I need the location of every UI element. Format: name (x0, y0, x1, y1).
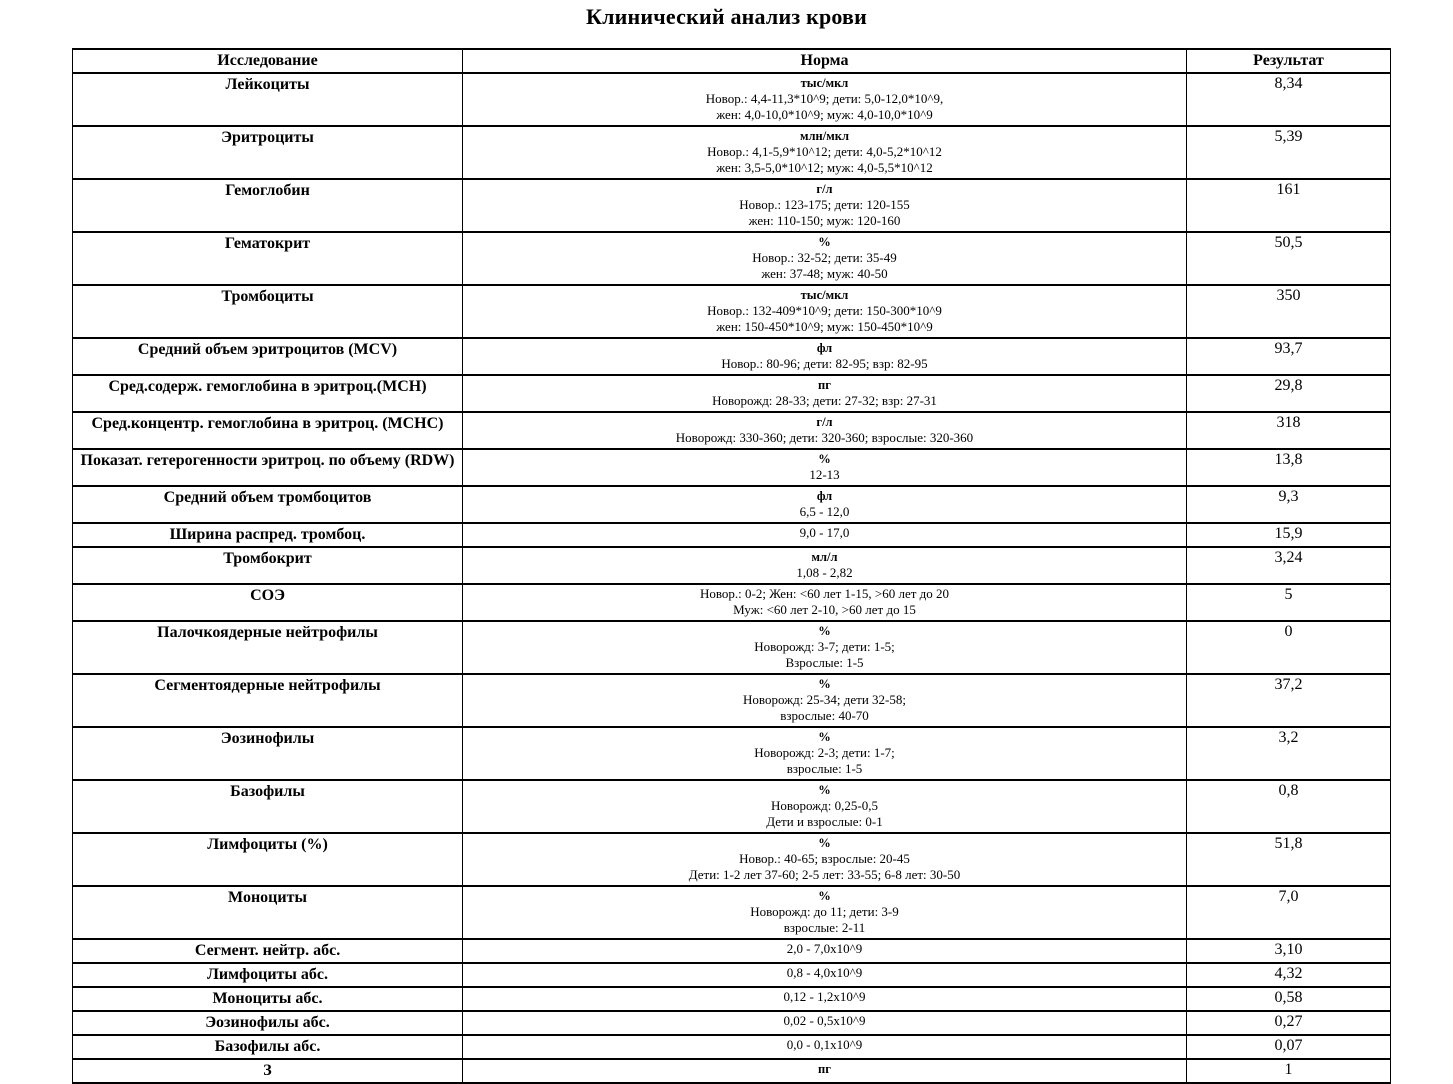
test-name-cell: Гемоглобин (73, 179, 463, 232)
norm-cell (463, 179, 1187, 232)
norm-cell (463, 886, 1187, 939)
table-row (73, 1011, 1391, 1035)
test-name-cell: Показат. гетерогенности эритроц. по объему (RDW) (73, 449, 463, 486)
norm-line: Новор.: 123-175; дети: 120-155 (739, 197, 910, 212)
test-name-cell: Гематокрит (73, 232, 463, 285)
table-row (73, 1035, 1391, 1059)
table-row-partial (73, 1059, 1391, 1083)
norm-cell (463, 486, 1187, 523)
norm-unit: фл (816, 489, 833, 503)
result-cell: 5,39 (1187, 126, 1391, 179)
column-header-test: Исследование (73, 49, 463, 73)
norm-unit: фл (816, 341, 833, 355)
norm-cell (463, 621, 1187, 674)
norm-line: Новорожд: 330-360; дети: 320-360; взрослые: 320-360 (675, 430, 974, 445)
column-header-norm: Норма (463, 49, 1187, 73)
table-row (73, 621, 1391, 674)
result-cell: 8,34 (1187, 73, 1391, 126)
test-name-cell: З (73, 1059, 463, 1083)
norm-line: Дети: 1-2 лет 37-60; 2-5 лет: 33-55; 6-8 лет: 30-50 (688, 867, 961, 882)
table-row (73, 833, 1391, 886)
norm-unit: % (818, 452, 831, 466)
table-row (73, 963, 1391, 987)
result-cell: 13,8 (1187, 449, 1391, 486)
table-row (73, 523, 1391, 547)
result-cell: 9,3 (1187, 486, 1391, 523)
norm-line: 1,08 - 2,82 (796, 565, 853, 580)
norm-cell (463, 375, 1187, 412)
norm-unit: % (818, 624, 831, 638)
test-name-cell: Сред.концентр. гемоглобина в эритроц. (MCHC) (73, 412, 463, 449)
norm-cell (463, 412, 1187, 449)
test-name-cell: Моноциты (73, 886, 463, 939)
norm-cell (463, 523, 1187, 547)
result-cell: 7,0 (1187, 886, 1391, 939)
norm-unit: % (818, 889, 831, 903)
norm-cell (463, 232, 1187, 285)
result-cell: 0,8 (1187, 780, 1391, 833)
table-body (73, 73, 1391, 1083)
test-name-cell: Тромбоциты (73, 285, 463, 338)
norm-cell (463, 126, 1187, 179)
table-row (73, 179, 1391, 232)
table-row (73, 939, 1391, 963)
table-row (73, 674, 1391, 727)
test-name-cell: Лимфоциты (%) (73, 833, 463, 886)
norm-cell (463, 963, 1187, 987)
norm-unit: % (818, 677, 831, 691)
norm-line: Новорожд: 28-33; дети: 27-32; взр: 27-31 (712, 393, 937, 408)
test-name-cell: Сегментоядерные нейтрофилы (73, 674, 463, 727)
norm-unit: % (818, 836, 831, 850)
norm-line: взрослые: 40-70 (780, 708, 869, 723)
result-cell: 3,24 (1187, 547, 1391, 584)
page-title: Клинический анализ крови (585, 4, 867, 29)
norm-line: 2,0 - 7,0x10^9 (786, 941, 863, 956)
test-name-cell: Палочкоядерные нейтрофилы (73, 621, 463, 674)
norm-cell (463, 73, 1187, 126)
table-row (73, 449, 1391, 486)
norm-unit: тыс/мкл (800, 76, 849, 90)
test-name-cell: Моноциты абс. (73, 987, 463, 1011)
test-name-cell: Эритроциты (73, 126, 463, 179)
norm-line: 0,0 - 0,1x10^9 (786, 1037, 863, 1052)
test-name-cell: Сегмент. нейтр. абс. (73, 939, 463, 963)
result-cell: 0,07 (1187, 1035, 1391, 1059)
result-cell: 4,32 (1187, 963, 1391, 987)
norm-cell (463, 449, 1187, 486)
result-cell: 3,2 (1187, 727, 1391, 780)
blood-test-table (72, 48, 1391, 1084)
norm-unit: млн/мкл (800, 129, 849, 143)
norm-unit: г/л (816, 415, 833, 429)
table-row (73, 886, 1391, 939)
test-name-cell: Ширина распред. тромбоц. (73, 523, 463, 547)
norm-cell (463, 1011, 1187, 1035)
table-row (73, 486, 1391, 523)
table-row (73, 285, 1391, 338)
norm-line: Новорожд: до 11; дети: 3-9 (750, 904, 899, 919)
norm-cell (463, 584, 1187, 621)
test-name-cell: Эозинофилы (73, 727, 463, 780)
result-cell: 0,27 (1187, 1011, 1391, 1035)
norm-line: Новорожд: 25-34; дети 32-58; (743, 692, 906, 707)
norm-line: 0,02 - 0,5x10^9 (783, 1013, 866, 1028)
norm-unit: пг (818, 378, 831, 392)
norm-line: Взрослые: 1-5 (785, 655, 864, 670)
norm-line: Дети и взрослые: 0-1 (766, 814, 883, 829)
result-cell: 5 (1187, 584, 1391, 621)
result-cell: 37,2 (1187, 674, 1391, 727)
test-name-cell: Средний объем тромбоцитов (73, 486, 463, 523)
norm-line: Муж: <60 лет 2-10, >60 лет до 15 (733, 602, 916, 617)
result-cell: 3,10 (1187, 939, 1391, 963)
norm-unit: г/л (816, 182, 833, 196)
norm-cell (463, 727, 1187, 780)
norm-cell (463, 939, 1187, 963)
norm-cell (463, 285, 1187, 338)
table-row (73, 375, 1391, 412)
table-row (73, 126, 1391, 179)
test-name-cell: Базофилы (73, 780, 463, 833)
column-header-result: Результат (1187, 49, 1391, 73)
table-row (73, 412, 1391, 449)
norm-line: 6,5 - 12,0 (799, 504, 850, 519)
norm-line: жен: 37-48; муж: 40-50 (761, 266, 888, 281)
norm-line: Новор.: 4,4-11,3*10^9; дети: 5,0-12,0*10^9, (705, 91, 944, 106)
norm-line: взрослые: 1-5 (786, 761, 863, 776)
test-name-cell: Лейкоциты (73, 73, 463, 126)
norm-line: Новорожд: 3-7; дети: 1-5; (754, 639, 895, 654)
norm-line: Новор.: 32-52; дети: 35-49 (752, 250, 897, 265)
test-name-cell: Средний объем эритроцитов (MCV) (73, 338, 463, 375)
norm-line: жен: 3,5-5,0*10^12; муж: 4,0-5,5*10^12 (716, 160, 933, 175)
norm-line: взрослые: 2-11 (783, 920, 866, 935)
norm-cell (463, 1059, 1187, 1083)
norm-line: жен: 150-450*10^9; муж: 150-450*10^9 (716, 319, 933, 334)
norm-line: 0,8 - 4,0x10^9 (786, 965, 863, 980)
table-row (73, 338, 1391, 375)
norm-line: 0,12 - 1,2x10^9 (783, 989, 866, 1004)
norm-line: Новор.: 132-409*10^9; дети: 150-300*10^9 (707, 303, 942, 318)
norm-line: жен: 110-150; муж: 120-160 (748, 213, 901, 228)
result-cell: 93,7 (1187, 338, 1391, 375)
table-row (73, 547, 1391, 584)
result-cell: 0,58 (1187, 987, 1391, 1011)
norm-line: Новор.: 40-65; взрослые: 20-45 (739, 851, 910, 866)
test-name-cell: Базофилы абс. (73, 1035, 463, 1059)
norm-cell (463, 547, 1187, 584)
test-name-cell: Лимфоциты абс. (73, 963, 463, 987)
result-cell: 0 (1187, 621, 1391, 674)
test-name-cell: СОЭ (73, 584, 463, 621)
norm-unit: % (818, 730, 831, 744)
norm-cell (463, 1035, 1187, 1059)
norm-unit: пг (818, 1062, 831, 1076)
norm-line: Новор.: 80-96; дети: 82-95; взр: 82-95 (721, 356, 928, 371)
result-cell: 161 (1187, 179, 1391, 232)
test-name-cell: Тромбокрит (73, 547, 463, 584)
result-cell: 50,5 (1187, 232, 1391, 285)
norm-line: Новор.: 4,1-5,9*10^12; дети: 4,0-5,2*10^12 (707, 144, 942, 159)
norm-line: Новорожд: 2-3; дети: 1-7; (754, 745, 895, 760)
result-cell: 51,8 (1187, 833, 1391, 886)
norm-line: Новор.: 0-2; Жен: <60 лет 1-15, >60 лет до 20 (699, 586, 950, 601)
test-name-cell: Эозинофилы абс. (73, 1011, 463, 1035)
result-cell: 350 (1187, 285, 1391, 338)
table-row (73, 727, 1391, 780)
result-cell: 29,8 (1187, 375, 1391, 412)
result-cell: 1 (1187, 1059, 1391, 1083)
norm-cell (463, 338, 1187, 375)
table-row (73, 780, 1391, 833)
test-name-cell: Сред.содерж. гемоглобина в эритроц.(MCH) (73, 375, 463, 412)
norm-line: 9,0 - 17,0 (799, 525, 850, 540)
table-row (73, 584, 1391, 621)
norm-unit: % (818, 783, 831, 797)
norm-cell (463, 987, 1187, 1011)
result-cell: 15,9 (1187, 523, 1391, 547)
norm-line: Новорожд: 0,25-0,5 (771, 798, 878, 813)
norm-unit: мл/л (811, 550, 838, 564)
norm-unit: тыс/мкл (800, 288, 849, 302)
norm-unit: % (818, 235, 831, 249)
norm-line: жен: 4,0-10,0*10^9; муж: 4,0-10,0*10^9 (716, 107, 933, 122)
table-row (73, 73, 1391, 126)
table-row (73, 232, 1391, 285)
norm-cell (463, 780, 1187, 833)
norm-cell (463, 674, 1187, 727)
norm-line: 12-13 (809, 467, 840, 482)
table-row (73, 987, 1391, 1011)
header-row (73, 49, 1391, 73)
result-cell: 318 (1187, 412, 1391, 449)
norm-cell (463, 833, 1187, 886)
